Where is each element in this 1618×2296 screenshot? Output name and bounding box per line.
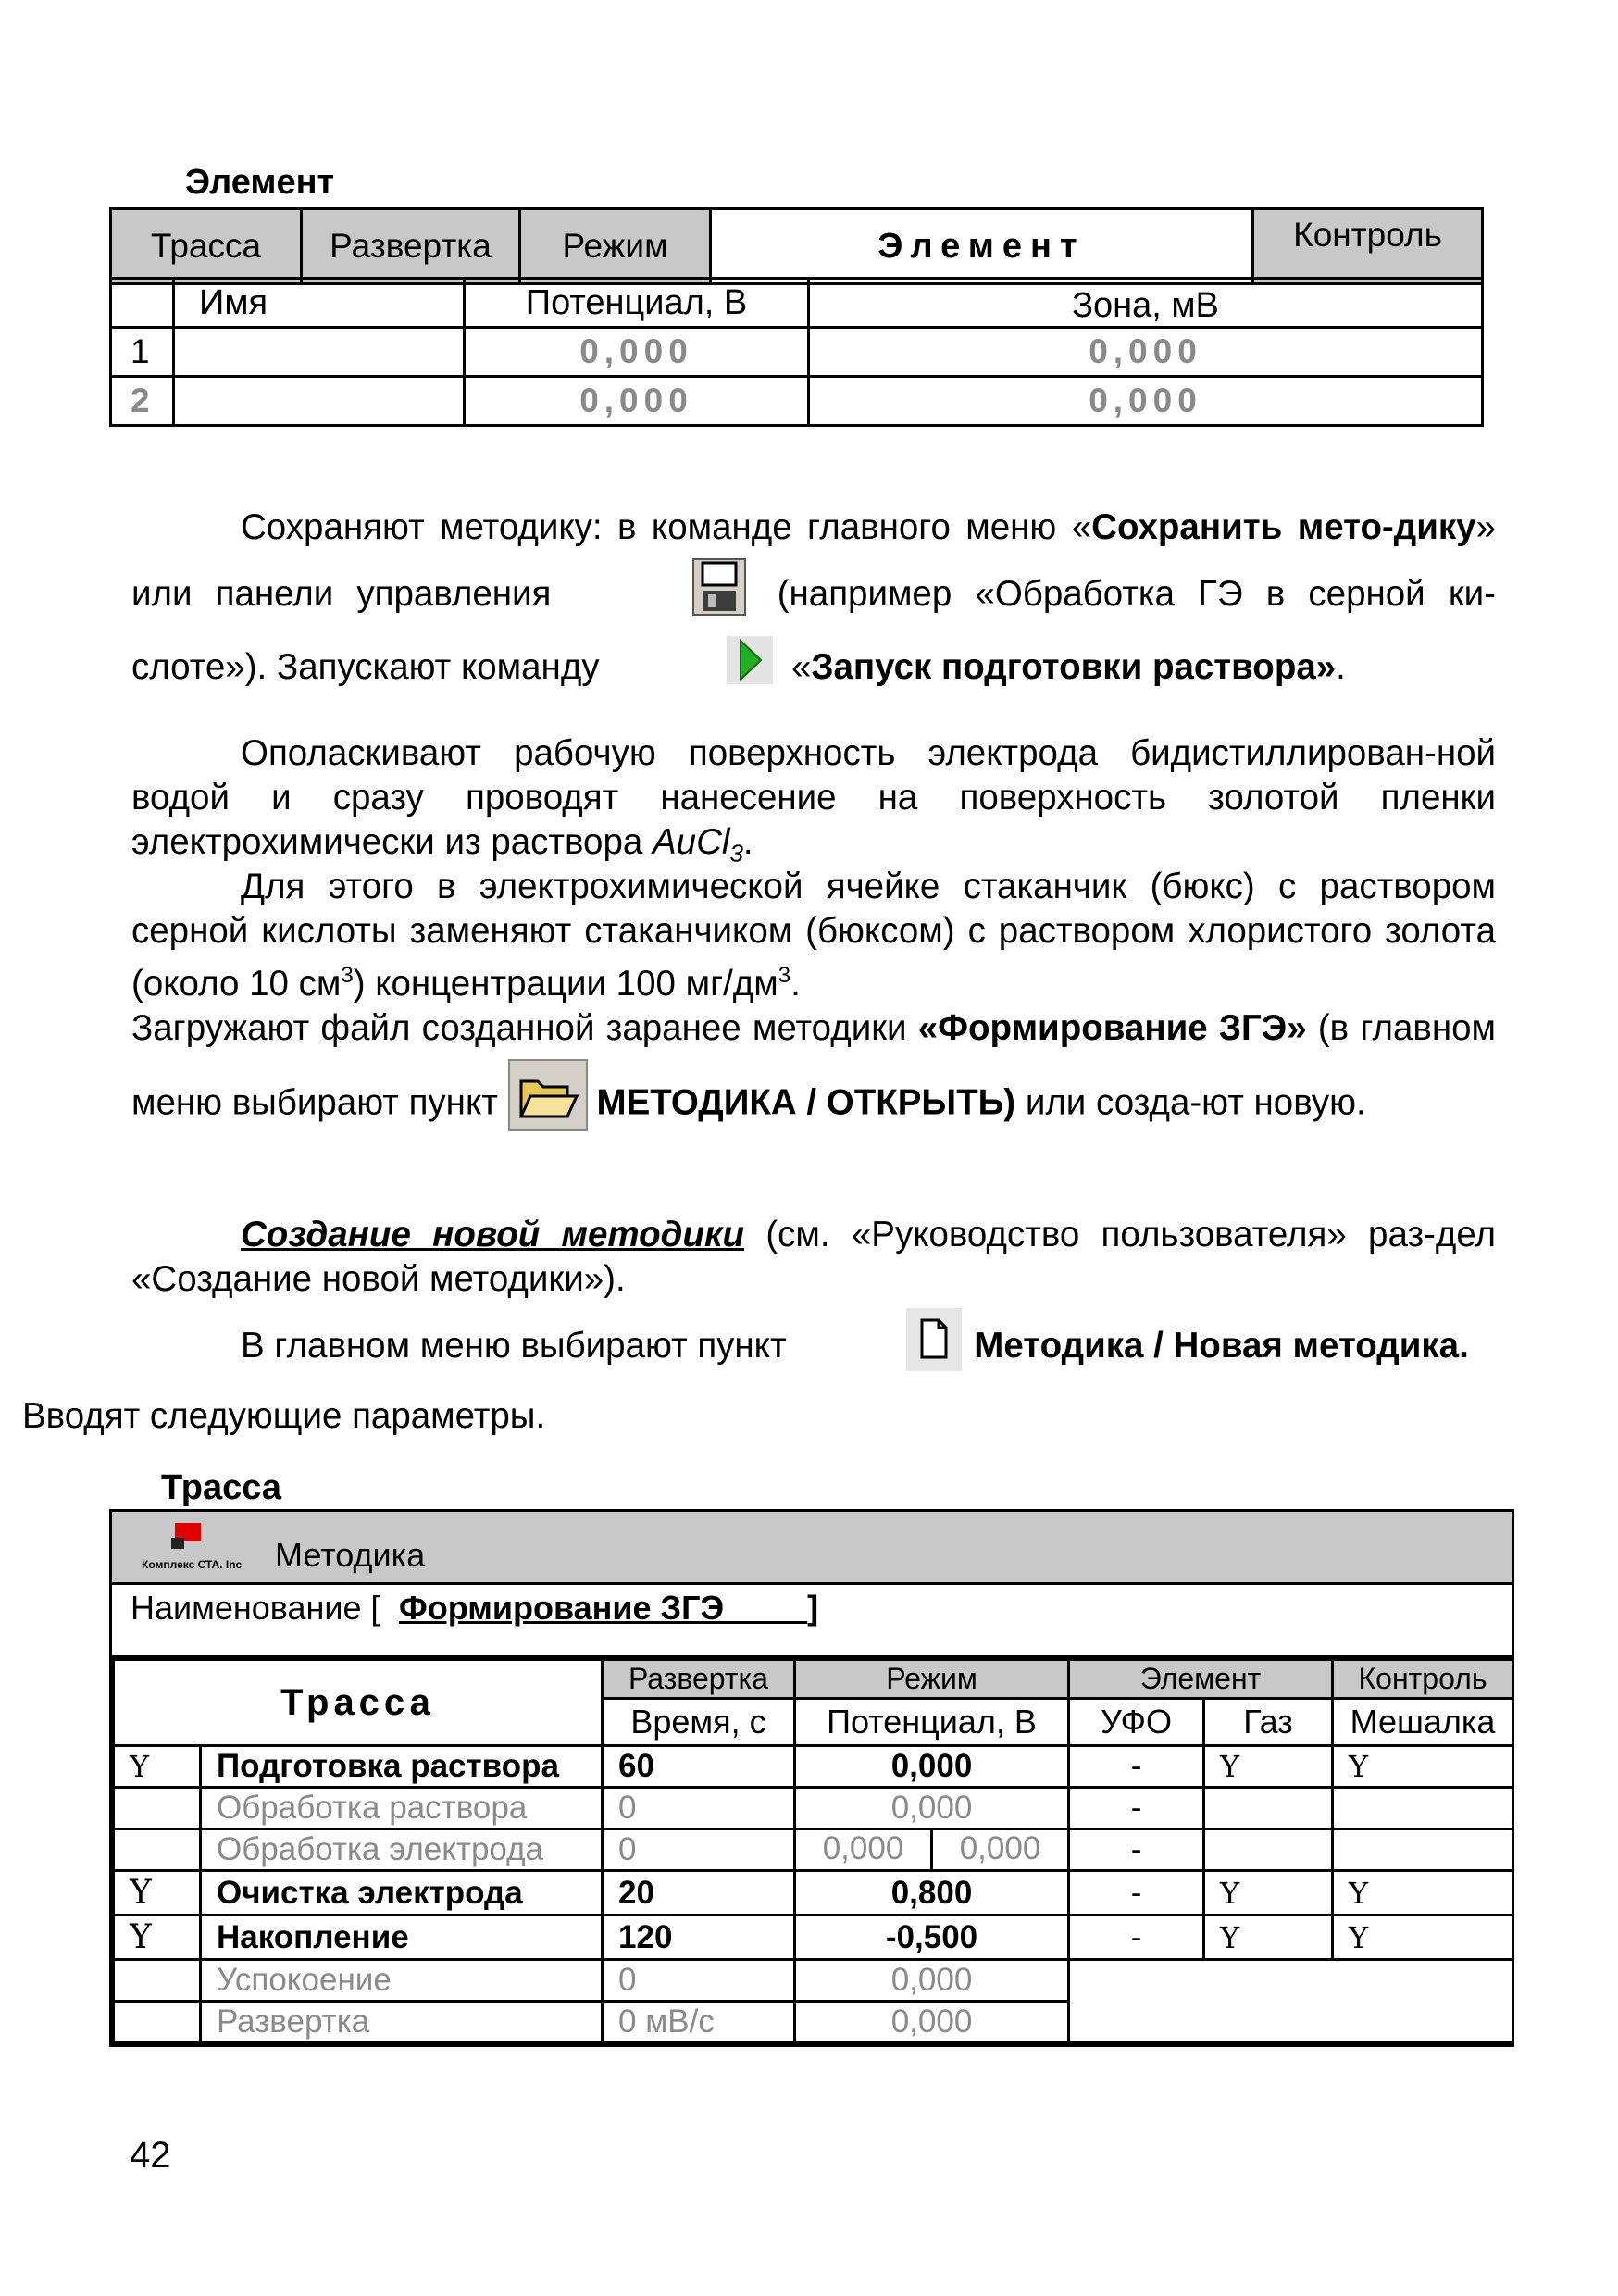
tab-rezhim[interactable]: Режим (795, 1660, 1069, 1699)
row-checkbox[interactable] (114, 1788, 201, 1829)
table-row[interactable] (114, 1915, 1513, 1960)
method-name-row (112, 1585, 1512, 1658)
element-col-index (111, 279, 174, 328)
method-name-input[interactable] (399, 1589, 818, 1628)
row-potential-input[interactable]: 0,000 (465, 328, 809, 377)
table-row[interactable] (111, 328, 1483, 377)
method-name-label: Наименование [ (131, 1589, 380, 1627)
app-logo-text: Комплекс СТА. Inc (142, 1558, 243, 1571)
method-name-value: Формирование ЗГЭ (399, 1589, 808, 1627)
row-mixer[interactable]: Y (1333, 1871, 1513, 1915)
table-row[interactable] (114, 1788, 1513, 1829)
text: Вводят следующие параметры. (22, 1396, 546, 1436)
row-checkbox[interactable] (114, 1829, 201, 1871)
row-potential-input[interactable]: 0,000 (795, 2002, 1069, 2043)
row-mixer[interactable]: Y (1333, 1746, 1513, 1788)
text: Для этого в электрохимической ячейке стаканчик (бюкс) с раствором серной кислоты заменяют стаканчиком (бюксом) с раствором хлористого золота (около 10 см (131, 867, 1496, 1004)
create-method-link[interactable]: Создание новой методики (241, 1215, 745, 1254)
row-stage-name: Развертка (201, 2002, 603, 2043)
row-time-input[interactable]: 0 (603, 1788, 795, 1829)
row-potential-b-input[interactable]: 0,000 (959, 1830, 1041, 1866)
row-potential-input[interactable]: 0,000 (465, 377, 809, 426)
row-potential-input[interactable]: 0,000 (795, 1788, 1069, 1829)
row-ufo[interactable]: - (1069, 1788, 1204, 1829)
row-time-input[interactable]: 60 (603, 1746, 795, 1788)
bold-text: Методика / Новая методика. (974, 1326, 1469, 1366)
formula-sub: 3 (729, 839, 743, 867)
paragraph-new (131, 1213, 1496, 1302)
table-row[interactable] (114, 1960, 1513, 2002)
text: (в главном меню выбирают пункт (131, 1008, 1496, 1123)
col-mixer: Мешалка (1333, 1698, 1513, 1745)
table-row[interactable] (114, 1746, 1513, 1788)
row-gas[interactable] (1204, 1829, 1333, 1871)
row-index: 2 (111, 377, 174, 426)
tab-razvertka[interactable]: Развертка (603, 1660, 795, 1699)
row-mixer[interactable] (1333, 1829, 1513, 1871)
col-gas: Газ (1204, 1698, 1333, 1745)
row-checkbox[interactable] (114, 2002, 201, 2043)
element-caption: Элемент (185, 163, 335, 202)
text: В главном меню выбирают пункт (241, 1326, 797, 1366)
sup: 3 (341, 963, 354, 988)
text: ) концентрации 100 мг/дм (353, 963, 778, 1004)
table-row[interactable] (114, 1871, 1513, 1915)
row-stage-name: Очистка электрода (201, 1871, 603, 1915)
row-time-input[interactable]: 0 мВ/с (603, 2002, 795, 2043)
row-time-input[interactable]: 120 (603, 1915, 795, 1960)
element-col-potential: Потенциал, В (465, 279, 809, 328)
paragraph-cell (131, 865, 1496, 1006)
row-zone-input[interactable]: 0,000 (809, 377, 1483, 426)
paragraph-menu (22, 1307, 1496, 1444)
table-row[interactable] (111, 377, 1483, 426)
save-disk-icon[interactable] (582, 557, 747, 635)
table-row[interactable] (114, 1829, 1513, 1871)
col-time: Время, с (603, 1698, 795, 1745)
row-potential-input[interactable]: 0,000 (795, 1746, 1069, 1788)
new-document-icon[interactable] (796, 1307, 963, 1389)
text: (например «Обработка ГЭ в серной ки-слоте»). Запускают команду (131, 574, 1496, 688)
paragraph-rinse (131, 731, 1496, 876)
sup: 3 (778, 963, 791, 988)
row-index: 1 (111, 328, 174, 377)
method-name-bracket: ] (807, 1589, 819, 1627)
row-stage-name: Обработка раствора (201, 1788, 603, 1829)
row-checkbox[interactable]: Y (114, 1915, 201, 1960)
tab-trassa[interactable]: Трасса (111, 209, 302, 284)
row-gas[interactable]: Y (1204, 1871, 1333, 1915)
tab-rezhim[interactable]: Режим (520, 209, 711, 284)
row-stage-name: Накопление (201, 1915, 603, 1960)
bold-text: Сохранить мето-дику (1091, 507, 1476, 547)
text: Сохраняют методику: в команде главного меню « (241, 507, 1092, 547)
text: » или панели управления (131, 507, 1496, 615)
row-ufo[interactable]: - (1069, 1746, 1204, 1788)
col-potential: Потенциал, В (795, 1698, 1069, 1745)
paragraph-save (131, 498, 1496, 704)
row-zone-input[interactable]: 0,000 (809, 328, 1483, 377)
row-ufo[interactable]: - (1069, 1915, 1204, 1960)
row-name-input[interactable] (174, 328, 465, 377)
tab-kontrol[interactable]: Контроль (1333, 1660, 1513, 1699)
row-stage-name: Обработка электрода (201, 1829, 603, 1871)
formula: AuCl (653, 822, 730, 862)
element-col-zone: Зона, мВ (809, 279, 1483, 328)
row-checkbox[interactable]: Y (114, 1746, 201, 1788)
trassa-header: Трасса (114, 1660, 603, 1746)
open-folder-icon[interactable] (508, 1059, 588, 1151)
text: Загружают файл созданной заранее методики (131, 1008, 918, 1048)
paragraph-load (131, 998, 1496, 1151)
row-mixer[interactable]: Y (1333, 1915, 1513, 1960)
method-title-bar (112, 1512, 1512, 1585)
text: « (790, 647, 812, 688)
bold-text: МЕТОДИКА / ОТКРЫТЬ) (596, 1082, 1016, 1123)
window-title: Методика (275, 1536, 426, 1574)
row-potential-pair (795, 1829, 1069, 1871)
text: (см. «Руководство пользователя» раз-дел «Создание новой методики»). (131, 1215, 1496, 1299)
page-number: 42 (130, 2135, 171, 2176)
col-ufo: УФО (1069, 1698, 1204, 1745)
tab-kontrol[interactable]: Контроль (1253, 209, 1483, 284)
row-ufo[interactable]: - (1069, 1871, 1204, 1915)
row-potential-a-input[interactable]: 0,000 (796, 1830, 933, 1869)
tab-razvertka[interactable]: Развертка (302, 209, 520, 284)
row-stage-name: Успокоение (201, 1960, 603, 2002)
tab-element[interactable]: Элемент (1069, 1660, 1333, 1699)
row-checkbox[interactable] (114, 1960, 201, 2002)
element-table (109, 277, 1484, 427)
text: . (790, 963, 801, 1004)
trassa-caption: Трасса (161, 1468, 281, 1507)
row-time-input[interactable]: 20 (603, 1871, 795, 1915)
row-potential-input[interactable]: 0,000 (795, 1960, 1069, 2002)
text: Ополаскивают рабочую поверхность электрода бидистиллирован-ной водой и сразу проводят нанесение на поверхность золотой пленки электрохимически из раствора (131, 733, 1496, 862)
tab-element-active[interactable]: Элемент (711, 209, 1253, 284)
bold-text: Запуск подготовки раствора» (811, 647, 1337, 688)
trassa-window (109, 1509, 1514, 2047)
element-col-name: Имя (174, 279, 465, 328)
bold-text: «Формирование ЗГЭ» (917, 1008, 1307, 1048)
play-icon[interactable] (616, 635, 774, 704)
text: или созда-ют новую. (1015, 1082, 1366, 1123)
trassa-table (112, 1658, 1514, 2044)
row-checkbox[interactable]: Y (114, 1871, 201, 1915)
row-mixer[interactable] (1333, 1788, 1513, 1829)
text: . (742, 822, 753, 862)
row-time-input[interactable]: 0 (603, 1829, 795, 1871)
row-ufo[interactable]: - (1069, 1829, 1204, 1871)
row-time-input[interactable]: 0 (603, 1960, 795, 2002)
row-gas[interactable] (1204, 1788, 1333, 1829)
row-name-input[interactable] (174, 377, 465, 426)
row-gas[interactable]: Y (1204, 1915, 1333, 1960)
element-tab-bar (109, 207, 1484, 285)
empty-cell (1069, 1960, 1513, 2043)
text: . (1336, 647, 1346, 688)
row-gas[interactable]: Y (1204, 1746, 1333, 1788)
row-potential-input[interactable]: 0,800 (795, 1871, 1069, 1915)
row-potential-input[interactable]: -0,500 (795, 1915, 1069, 1960)
row-stage-name: Подготовка раствора (201, 1746, 603, 1788)
